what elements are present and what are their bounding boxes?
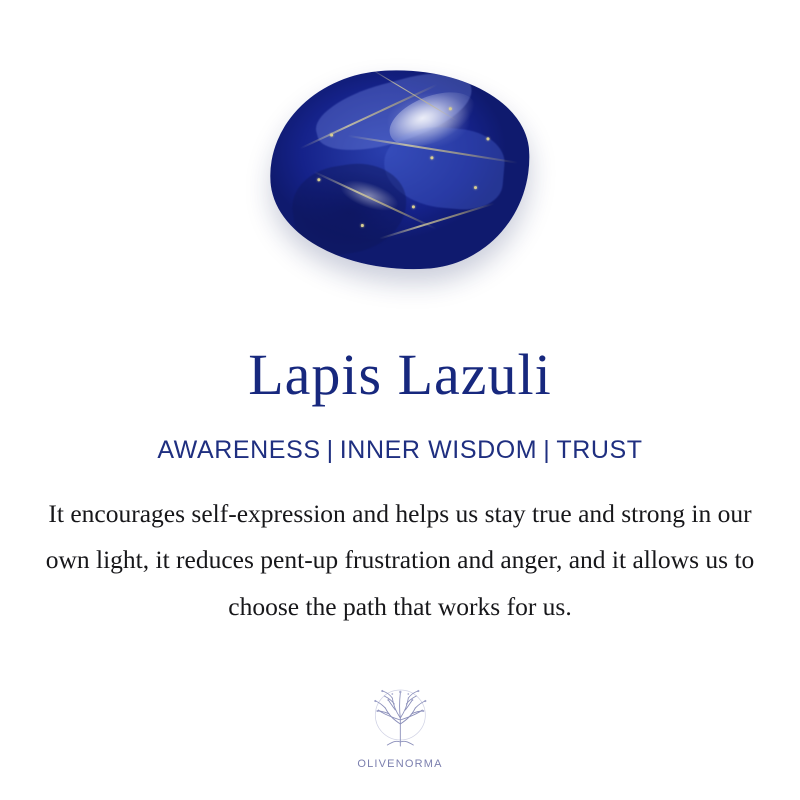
keyword-list — [157, 436, 642, 465]
stone-image-area — [0, 0, 800, 330]
page-title: Lapis Lazuli — [248, 342, 552, 407]
keyword-inner-wisdom: INNER WISDOM — [339, 436, 538, 464]
keyword-separator: | — [543, 436, 551, 464]
pyrite-fleck — [449, 107, 452, 110]
keyword-separator: | — [326, 436, 334, 464]
description-text: It encourages self-expression and helps us stay true and strong in our own light, it reduces pent-up frustration and anger, and it allows us to choose the path that works for us. — [45, 499, 755, 621]
keyword-trust: TRUST — [556, 436, 643, 464]
pyrite-fleck — [474, 186, 477, 189]
brand-logo — [357, 684, 442, 770]
pyrite-fleck — [412, 205, 415, 208]
tree-of-life-icon — [361, 684, 439, 754]
stone-image — [270, 70, 530, 270]
keyword-awareness: AWARENESS — [157, 436, 321, 464]
pyrite-fleck — [317, 178, 320, 181]
brand-name: OLIVENORMA — [357, 758, 443, 770]
lapis-lazuli-stone — [265, 63, 535, 276]
